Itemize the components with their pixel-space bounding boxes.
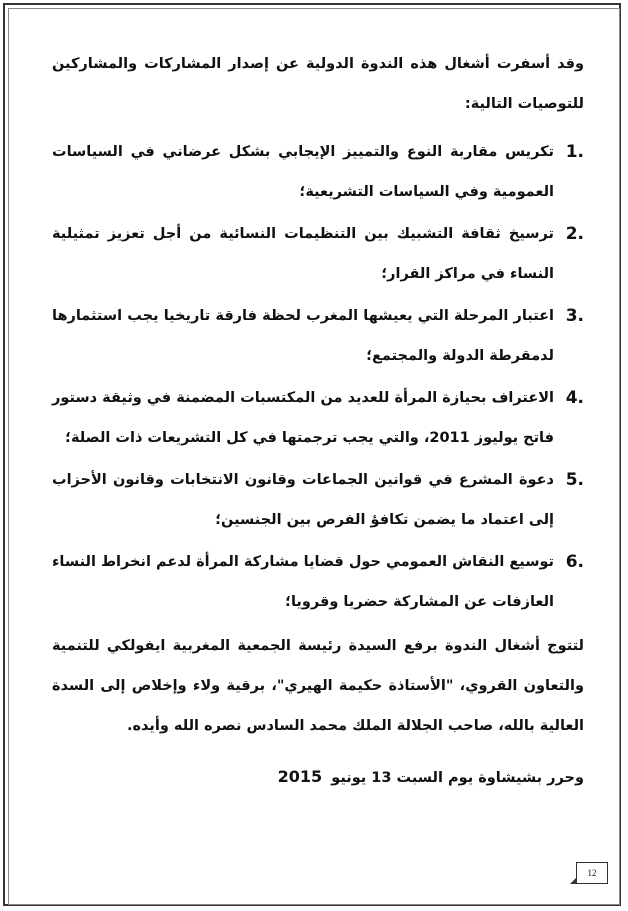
recommendation-item (52, 542, 584, 622)
page-number: 12 (576, 862, 608, 884)
signature-place-date: وحرر بشيشاوة يوم السبت 13 يونيو (331, 770, 584, 786)
recommendation-item (52, 378, 584, 458)
recommendation-item (52, 460, 584, 540)
recommendation-item (52, 296, 584, 376)
signature-year: 2015 (277, 767, 323, 786)
recommendation-text: ترسيخ ثقافة التشبيك بين التنظيمات النسائية من أجل تعزيز تمثيلية النساء في مراكز القرار؛ (52, 226, 554, 282)
recommendation-number: 2. (565, 224, 584, 244)
document-body (52, 44, 584, 793)
recommendation-text: توسيع النقاش العمومي حول قضايا مشاركة المرأة لدعم انخراط النساء العازفات عن المشاركة حضريا وقرويا؛ (52, 554, 554, 610)
recommendation-number: 5. (565, 470, 584, 490)
recommendation-text: الاعتراف بحيازة المرأة للعديد من المكتسبات المضمنة في وثيقة دستور فاتح يوليوز 2011، والتي يجب ترجمتها في كل التشريعات ذات الصلة؛ (52, 390, 554, 446)
recommendation-number: 3. (565, 306, 584, 326)
recommendation-number: 6. (565, 552, 584, 572)
recommendation-item (52, 132, 584, 212)
recommendation-text: تكريس مقاربة النوع والتمييز الإيجابي بشكل عرضاني في السياسات العمومية وفي السياسات التشريعية؛ (52, 144, 554, 200)
recommendations-list (52, 132, 584, 622)
recommendation-item (52, 214, 584, 294)
signature-line (52, 762, 584, 793)
recommendation-number: 1. (565, 142, 584, 162)
intro-paragraph: وقد أسفرت أشغال هذه الندوة الدولية عن إصدار المشاركات والمشاركين للتوصيات التالية: (52, 56, 584, 112)
recommendation-number: 4. (565, 388, 584, 408)
recommendation-text: دعوة المشرع في قوانين الجماعات وقانون الانتخابات وقانون الأحزاب إلى اعتماد ما يضمن تكافؤ الفرص بين الجنسين؛ (52, 472, 554, 528)
recommendation-text: اعتبار المرحلة التي يعيشها المغرب لحظة فارقة تاريخيا يجب استثمارها لدمقرطة الدولة والمجتمع؛ (52, 308, 554, 364)
closing-paragraph: لتتوج أشغال الندوة برفع السيدة رئيسة الجمعية المغربية ايفولكي للتنمية والتعاون القروي، "الأستاذة حكيمة الهيري"، برقية ولاء وإخلاص إلى السدة العالية بالله، صاحب الجلالة الملك محمد السادس نصره الله وأيده. (52, 638, 584, 734)
